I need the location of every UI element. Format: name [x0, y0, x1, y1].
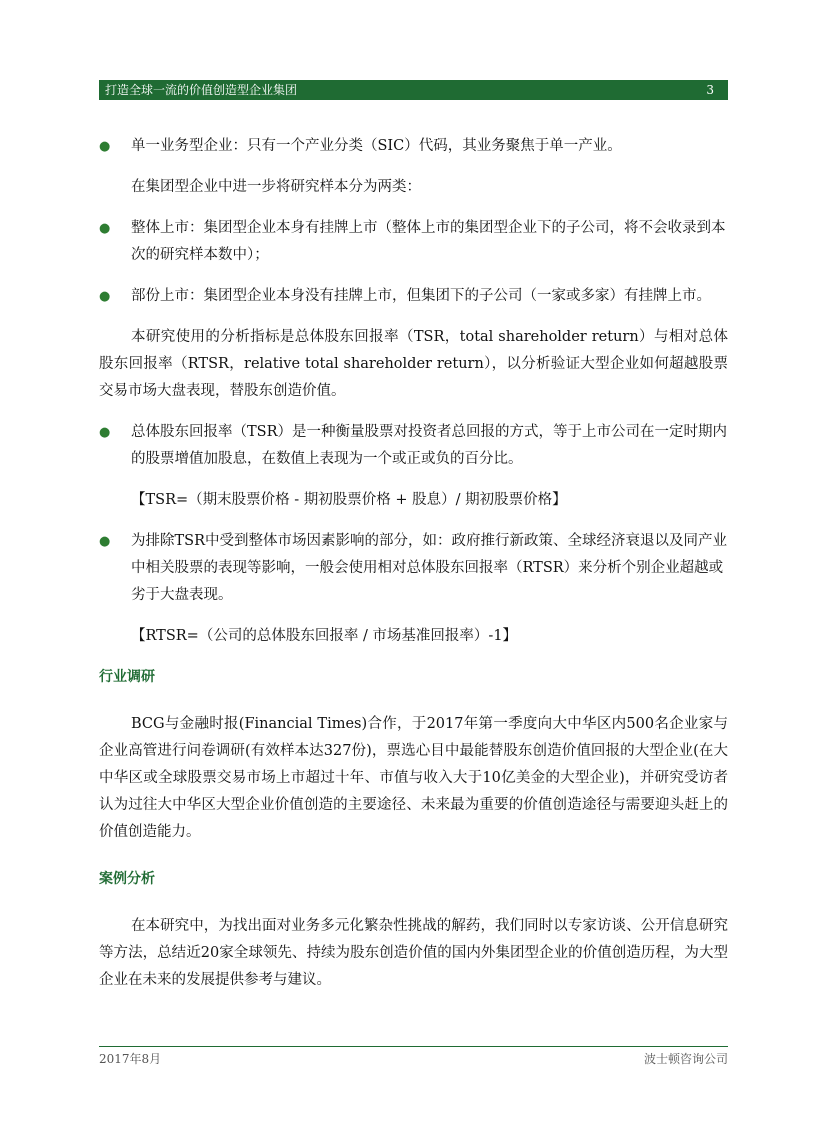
formula-rtsr: 【RTSR=（公司的总体股东回报率 / 市场基准回报率）-1】 [131, 628, 518, 644]
header-title: 打造全球一流的价值创造型企业集团 [105, 83, 298, 97]
header-bar [99, 80, 728, 100]
bullet-text: 整体上市：集团型企业本身有挂牌上市（整体上市的集团型企业下的子公司，将不会收录到本次的研究样本数中）； [131, 220, 726, 263]
paragraph-industry: BCG与金融时报(Financial Times)合作，于2017年第一季度向大中华区内500名企业家与企业高管进行问卷调研(有效样本达327份)，票选心目中最能替股东创造价值回报的大型企业(在大中华区或全球股票交易市场上市超过十年、市值与收入大于10亿美金的大型企业)，并研究受访者认为过往大中华区大型企业价值创造的主要途径、未来最为重要的价值创造途径与需要迎头赶上的价值创造能力。 [99, 716, 728, 840]
bullet-text: 部份上市：集团型企业本身没有挂牌上市，但集团下的子公司（一家或多家）有挂牌上市。 [131, 288, 711, 304]
bullet-dot-icon: ● [99, 221, 111, 236]
paragraph-case: 在本研究中，为找出面对业务多元化繁杂性挑战的解药，我们同时以专家访谈、公开信息研究等方法，总结近20家全球领先、持续为股东创造价值的国内外集团型企业的价值创造历程，为大型企业在未来的发展提供参考与建议。 [99, 918, 728, 988]
bullet-partial-listed [99, 283, 728, 310]
bullet-tsr [99, 419, 728, 473]
main-content [99, 133, 728, 994]
bullet-dot-icon: ● [99, 139, 111, 154]
paragraph-split: 在集团型企业中进一步将研究样本分为两类： [131, 179, 421, 195]
footer-divider [99, 1046, 728, 1047]
bullet-text: 单一业务型企业：只有一个产业分类（SIC）代码，其业务聚焦于单一产业。 [131, 138, 622, 154]
bullet-dot-icon: ● [99, 534, 111, 549]
footer-company: 波士顿咨询公司 [643, 1052, 728, 1066]
bullet-text: 为排除TSR中受到整体市场因素影响的部分，如：政府推行新政策、全球经济衰退以及同产业中相关股票的表现等影响，一般会使用相对总体股东回报率（RTSR）来分析个别企业超越或劣于大盘表现。 [131, 533, 728, 603]
page-number: 3 [706, 83, 714, 97]
footer-date: 2017年8月 [99, 1052, 162, 1066]
bullet-rtsr [99, 528, 728, 609]
bullet-text: 总体股东回报率（TSR）是一种衡量股票对投资者总回报的方式，等于上市公司在一定时期内的股票增值加股息，在数值上表现为一个或正或负的百分比。 [131, 424, 728, 467]
paragraph-metrics: 本研究使用的分析指标是总体股东回报率（TSR，total shareholder return）与相对总体股东回报率（RTSR，relative total shareholder return），以分析验证大型企业如何超越股票交易市场大盘表现，替股东创造价值。 [99, 329, 728, 399]
bullet-dot-icon: ● [99, 289, 111, 304]
section-title-industry: 行业调研 [99, 669, 155, 685]
bullet-dot-icon: ● [99, 425, 111, 440]
bullet-whole-listed [99, 215, 728, 269]
section-title-case: 案例分析 [99, 871, 155, 887]
formula-tsr: 【TSR=（期末股票价格 - 期初股票价格 + 股息）/ 期初股票价格】 [131, 492, 567, 508]
bullet-single-business [99, 133, 728, 160]
